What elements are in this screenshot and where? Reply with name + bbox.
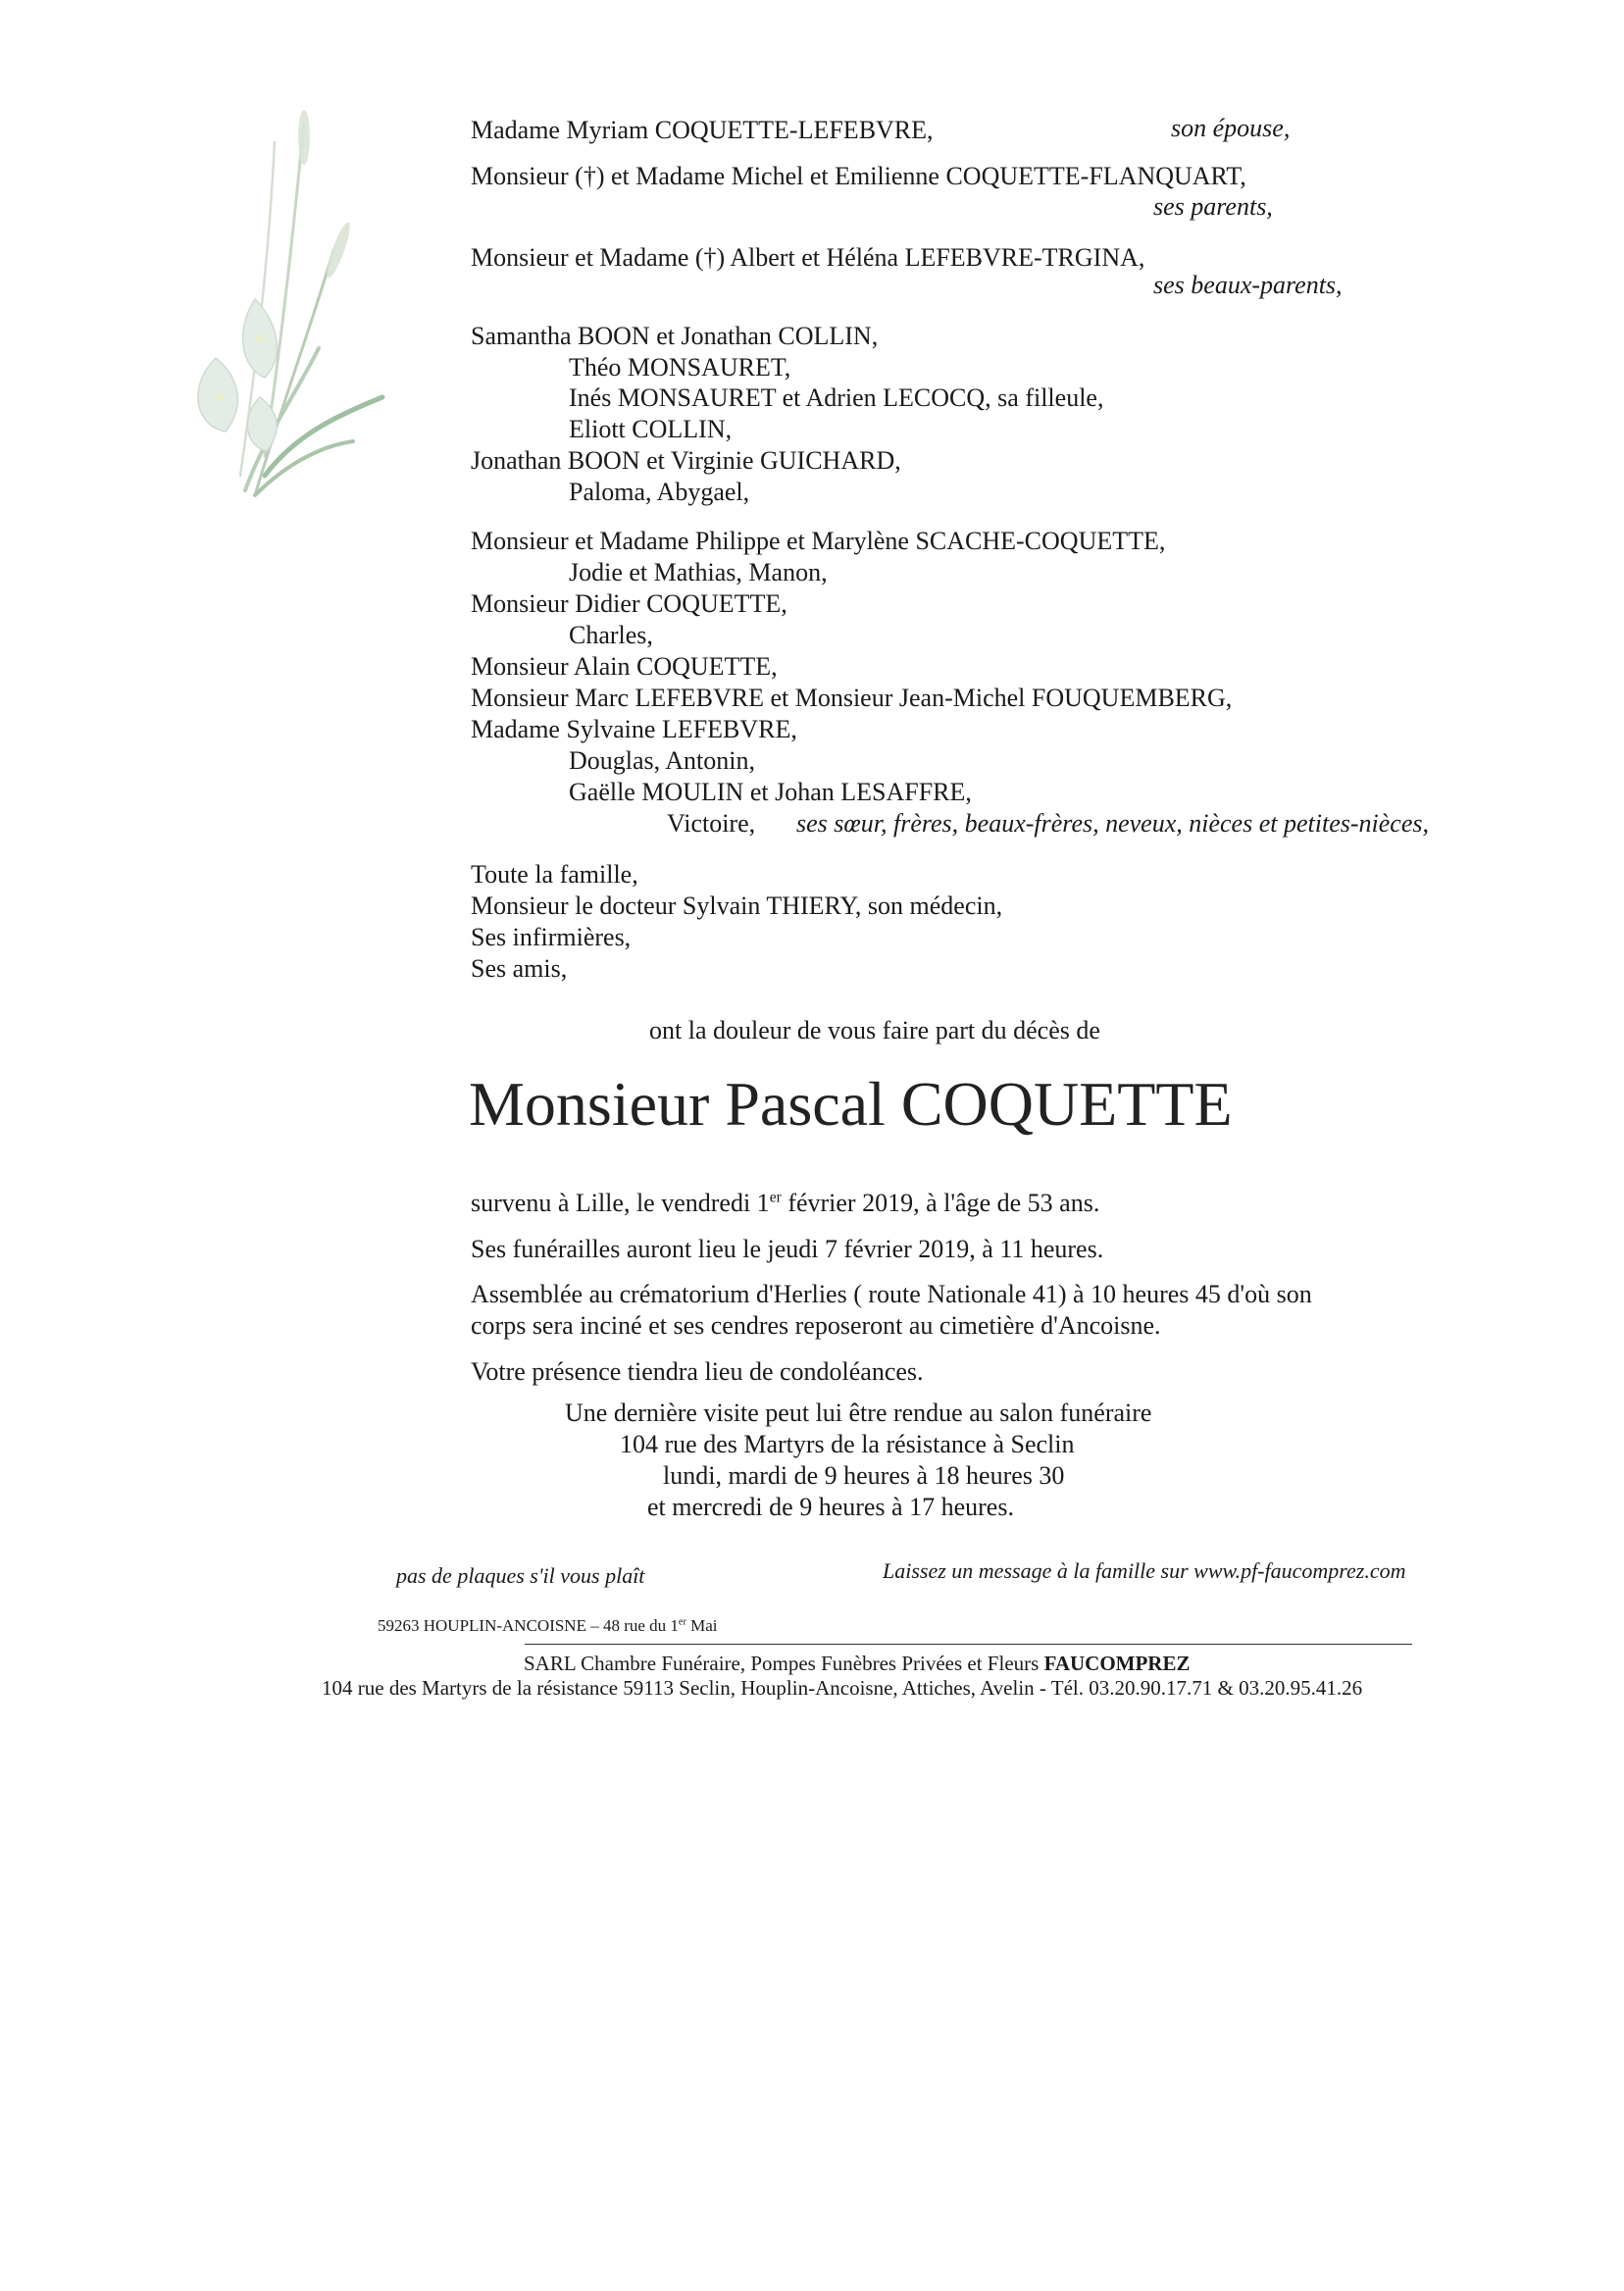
mourner-line: Monsieur Alain COQUETTE, (471, 652, 778, 681)
mourner-line: Monsieur Didier COQUETTE, (471, 589, 787, 618)
relation-label: ses parents, (1153, 192, 1273, 221)
visit-details: Une dernière visite peut lui être rendue au salon funéraire (565, 1399, 1152, 1427)
mourner-line: Paloma, Abygael, (569, 478, 750, 506)
mourner-line: Gaëlle MOULIN et Johan LESAFFRE, (569, 778, 972, 806)
mourner-line: Monsieur et Madame (†) Albert et Héléna LEFEBVRE-TRGINA, (471, 243, 1145, 272)
mourner-line: Douglas, Antonin, (569, 746, 755, 775)
mourner-line: Madame Myriam COQUETTE-LEFEBVRE, (471, 116, 934, 144)
mourner-line: Ses infirmières, (471, 923, 632, 951)
mourner-line: Ses amis, (471, 954, 568, 983)
company-text: SARL Chambre Funéraire, Pompes Funèbres Privées et Fleurs (524, 1652, 1044, 1675)
ordinal-suffix: er (678, 1616, 686, 1628)
visit-details: 104 rue des Martyrs de la résistance à Seclin (620, 1430, 1075, 1458)
visit-details: lundi, mardi de 9 heures à 18 heures 30 (663, 1461, 1065, 1490)
visit-details: et mercredi de 9 heures à 17 heures. (647, 1493, 1014, 1521)
mourner-line: Monsieur (†) et Madame Michel et Emilienne COQUETTE-FLANQUART, (471, 162, 1246, 190)
footer-divider (525, 1644, 1412, 1645)
mourner-line: Victoire, (667, 809, 756, 838)
address-text: 59263 HOUPLIN-ANCOISNE – 48 rue du 1 (378, 1616, 679, 1635)
mourner-line: Monsieur Marc LEFEBVRE et Monsieur Jean-Michel FOUQUEMBERG, (471, 684, 1233, 712)
mourner-line: Monsieur le docteur Sylvain THIERY, son médecin, (471, 891, 1003, 920)
online-message-note: Laissez un message à la famille sur www.pf-faucomprez.com (883, 1558, 1406, 1583)
mourner-line: Monsieur et Madame Philippe et Marylène SCACHE-COQUETTE, (471, 527, 1166, 555)
mourner-line: Jodie et Mathias, Manon, (569, 558, 828, 586)
condolences-note: Votre présence tiendra lieu de condoléances. (471, 1357, 924, 1386)
assembly-details: corps sera inciné et ses cendres reposeront au cimetière d'Ancoisne. (471, 1311, 1161, 1340)
relation-label: son épouse, (1171, 114, 1291, 142)
company-name (524, 1651, 1191, 1676)
funeral-details: Ses funérailles auront lieu le jeudi 7 février 2019, à 11 heures. (471, 1235, 1104, 1263)
company-contact: 104 rue des Martyrs de la résistance 59113 Seclin, Houplin-Ancoisne, Attiches, Avelin - Tél. 03.20.90.17.71 & 03.20.95.41.26 (322, 1676, 1363, 1700)
mourner-line: Toute la famille, (471, 860, 638, 889)
no-plaques-note: pas de plaques s'il vous plaît (396, 1563, 645, 1588)
relation-label: ses beaux-parents, (1153, 271, 1343, 299)
mourner-line: Eliott COLLIN, (569, 415, 733, 443)
relation-label: ses sœur, frères, beaux-frères, neveux, nièces et petites-nièces, (796, 809, 1429, 838)
death-text: février 2019, à l'âge de 53 ans. (781, 1189, 1100, 1217)
mourner-line: Jonathan BOON et Virginie GUICHARD, (471, 446, 901, 475)
address-text: Mai (685, 1616, 718, 1635)
mourner-line: Madame Sylvaine LEFEBVRE, (471, 715, 797, 743)
mourner-line: Samantha BOON et Jonathan COLLIN, (471, 322, 879, 350)
deceased-name: Monsieur Pascal COQUETTE (469, 1069, 1233, 1139)
mourner-line: Théo MONSAURET, (569, 353, 791, 382)
ordinal-suffix: er (769, 1189, 782, 1206)
mourner-line: Charles, (569, 621, 653, 649)
announcement-line: ont la douleur de vous faire part du décès de (649, 1016, 1100, 1044)
death-details (471, 1189, 1099, 1218)
assembly-details: Assemblée au crématorium d'Herlies ( route Nationale 41) à 10 heures 45 d'où son (471, 1280, 1312, 1308)
mourner-line: Inés MONSAURET et Adrien LECOCQ, sa filleule, (569, 383, 1104, 412)
branch-address (378, 1615, 717, 1637)
calla-lily-icon (147, 103, 402, 554)
company-brand: FAUCOMPREZ (1043, 1652, 1191, 1675)
death-text: survenu à Lille, le vendredi 1 (471, 1189, 770, 1217)
